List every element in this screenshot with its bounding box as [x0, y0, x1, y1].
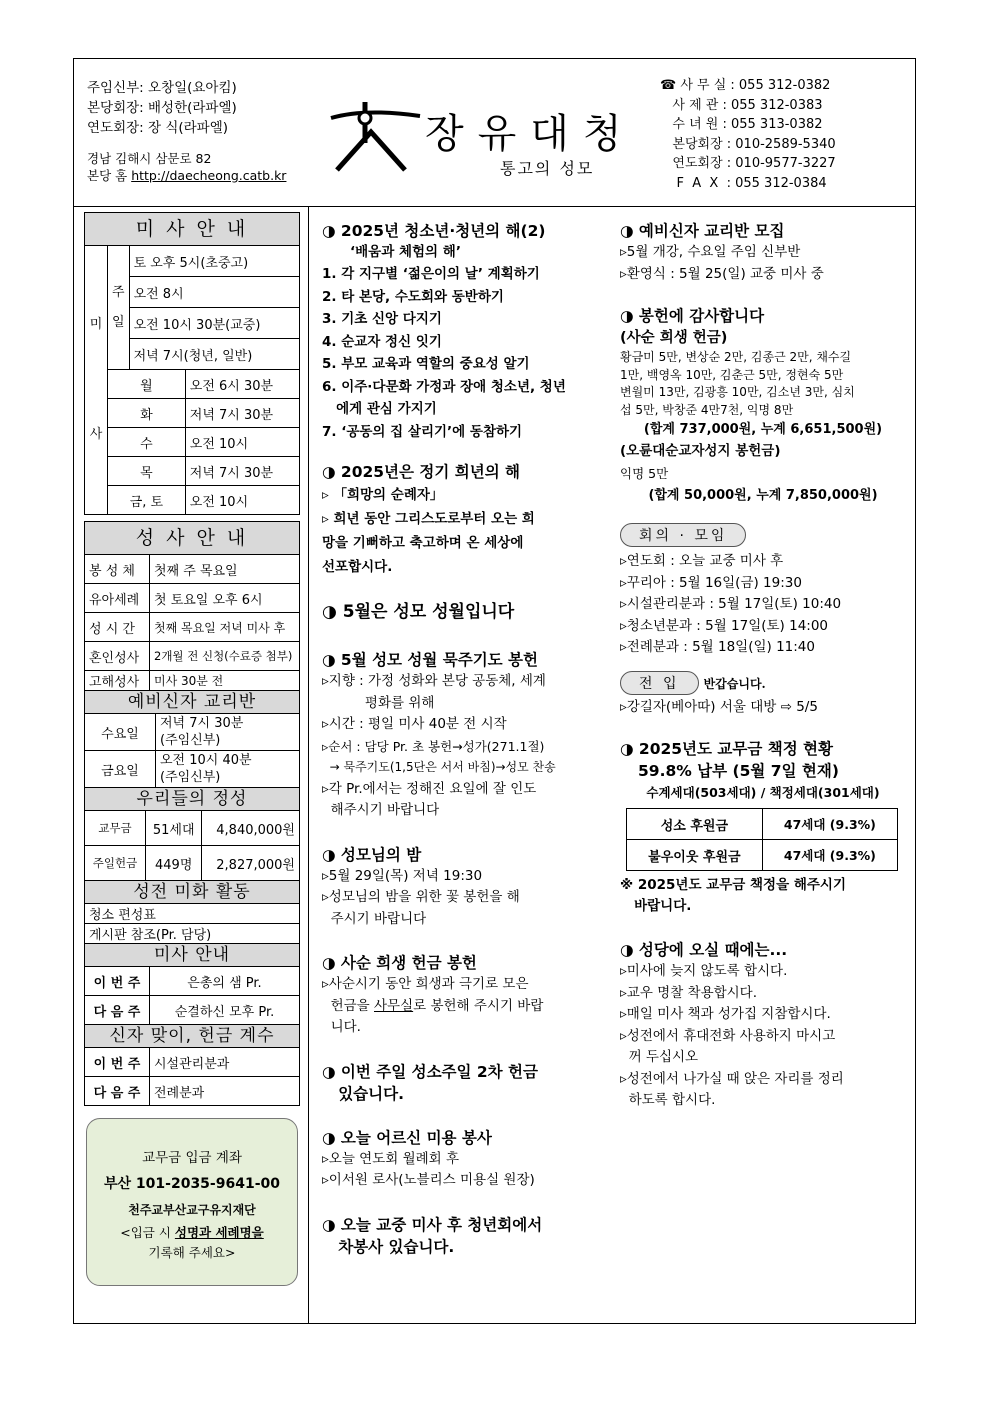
contact-line: 사 제 관 : 055 312-0383 [660, 97, 823, 113]
weekday-time: 저녁 7시 30분 [185, 399, 299, 428]
donor-list: 황금미 5만, 변상순 2만, 김종근 2만, 채수길 1만, 백영옥 10만, 김춘근 5만, 정현숙 5만 변월미 13만, 김광흥 10만, 김소년 3만, 심치 섭 5만, 박창준 4만7천, 익명 8만 [620, 350, 855, 417]
header-left [87, 78, 286, 184]
greeter-title: 신자 맞이, 헌금 계수 [84, 1024, 300, 1048]
weekday: 목 [108, 457, 186, 486]
sacrament-name: 고해성사 [85, 671, 150, 691]
right-column [620, 220, 906, 1112]
welcome-text: 반갑습니다. [703, 676, 766, 691]
header-divider [73, 206, 916, 207]
cross-logo-icon [325, 98, 425, 178]
youth-year-list: 1. 각 지구별 ‘젊은이의 날’ 계획하기 2. 타 본당, 수도회와 동반하기 3. 기초 신앙 다지기 4. 순교자 정신 잇기 5. 부모 교육과 역할의 중요성 알기 6. 이주·다문화 가정과 장애 청소년, 청년 에게 관심 가지기 7. ‘공동의 집 살리기’에 동참하기 [322, 266, 566, 440]
shrine-total: (합계 50,000원, 누계 7,850,000원) [648, 488, 878, 503]
jubilee-text: ▹ 「희망의 순례자」 ▹ 희년 동안 그리스도로부터 오는 희 망을 기뻐하고 축고하며 온 세상에 선포합시다. [322, 487, 535, 575]
youth-year-subtitle: ‘배움과 체험의 해’ [350, 244, 461, 260]
greeter-week: 다 음 주 [85, 1077, 150, 1106]
sunday-mass: 오전 8시 [129, 277, 299, 308]
sacrament-info: 첫째 주 목요일 [150, 555, 300, 584]
contact-line: 본당회장 : 010-2589-5340 [660, 136, 836, 152]
sacrament-info: 미사 30분 전 [150, 671, 300, 691]
offering-title: 우리들의 정성 [84, 787, 300, 811]
meeting-pill: 회의 · 모임 [620, 523, 746, 547]
parish-subtitle: 통고의 성모 [500, 159, 595, 178]
weekday: 월 [108, 370, 186, 399]
shrine-offering-title: (오륜대순교자성지 봉헌금) [620, 443, 781, 459]
contact-line: ☎ 사 무 실 : 055 312-0382 [660, 78, 831, 93]
tithe-table [626, 808, 898, 871]
weekday-time: 오전 10시 [185, 486, 299, 515]
president-line: 본당회장: 배성한(라파엘) [87, 100, 237, 116]
catechumen-time: 저녁 7시 30분 (주임신부) [156, 714, 300, 751]
sacrament-name: 성 시 간 [85, 613, 150, 642]
contact-list [660, 76, 836, 193]
weekday-time: 오전 10시 [185, 428, 299, 457]
beautify-item: 게시판 참조(Pr. 담당) [85, 924, 300, 944]
contact-line: 수 녀 원 : 055 313-0382 [660, 117, 823, 132]
vocation-collection: ◑ 이번 주일 성소주일 2차 헌금 있습니다. [322, 1062, 538, 1103]
middle-column [322, 220, 614, 1258]
tea-service: ◑ 오늘 교중 미사 후 청년회에서 차봉사 있습니다. [322, 1215, 543, 1256]
greeter-who: 전례분과 [150, 1077, 300, 1106]
catechumen-time: 오전 10시 40분 (주임신부) [156, 751, 300, 788]
account-note: <입금 시 성명과 세례명을 [120, 1225, 264, 1240]
marian-night-title: ◑ 성모님의 밤 [322, 845, 422, 864]
beautify-title: 성전 미화 활동 [84, 880, 300, 904]
mass-guide-who: 순결하신 모후 Pr. [150, 996, 300, 1025]
haircut-title: ◑ 오늘 어르신 미용 봉사 [322, 1128, 492, 1147]
tithe-row-name: 불우이웃 후원금 [627, 840, 763, 871]
sunday-mass: 토 오후 5시(초중고) [129, 246, 299, 277]
sacrament-title: 성 사 안 내 [84, 521, 300, 555]
mass-guide-who: 은총의 샘 Pr. [150, 967, 300, 996]
mass-guide-week: 다 음 주 [85, 996, 150, 1025]
transfer-header [620, 671, 906, 695]
tithe-progress: 59.8% 납부 (5월 7일 현재) [638, 762, 839, 780]
account-note: 기록해 주세요> [148, 1245, 236, 1260]
weekday: 금, 토 [108, 486, 186, 515]
sunday-mass: 오전 10시 30분(교중) [129, 308, 299, 339]
sunday-label: 주 일 [108, 246, 130, 370]
sacrament-info: 2개월 전 신청(수료증 첨부) [150, 642, 300, 671]
sacrament-info: 첫째 목요일 저녁 미사 후 [150, 613, 300, 642]
parish-title: 장유대청 [425, 111, 636, 157]
offering-count: 51세대 [146, 811, 202, 846]
contact-line: F A X : 055 312-0384 [660, 175, 827, 191]
thanks-total: (합계 737,000원, 누계 6,651,500원) [643, 422, 883, 437]
mass-guide-title: 미사 안내 [84, 943, 300, 967]
transfer-line: ▹강길자(베아따) 서울 대방 ⇨ 5/5 [620, 698, 818, 715]
meeting-header [620, 523, 906, 547]
homepage-line [87, 167, 286, 184]
greeter-table [84, 1047, 300, 1106]
pastor-line: 주임신부: 오창일(요아킴) [87, 80, 237, 96]
offering-name: 교무금 [85, 811, 146, 846]
shrine-anon: 익명 5만 [620, 466, 669, 481]
weekday: 화 [108, 399, 186, 428]
greeter-week: 이 번 주 [85, 1048, 150, 1077]
account-box [86, 1118, 298, 1286]
account-number: 부산 101-2035-9641-00 [104, 1176, 280, 1192]
homepage-link[interactable]: http://daecheong.catb.kr [131, 168, 287, 183]
sunday-mass: 저녁 7시(청년, 일반) [129, 339, 299, 370]
lent-offering-text: ▹사순시기 동안 희생과 극기로 모은 헌금을 사무실로 봉헌해 주시기 바랍 니다. [322, 976, 544, 1035]
mass-schedule-table [84, 245, 300, 515]
offering-table [84, 810, 300, 881]
youth-year-title: ◑ 2025년 청소년·청년의 해(2) [322, 222, 546, 240]
tithe-row-value: 47세대 (9.3%) [762, 809, 897, 840]
meeting-list: ▹연도회 : 오늘 교중 미사 후 ▹꾸리아 : 5월 16일(금) 19:30 ▹시설관리분과 : 5월 17일(토) 10:40 ▹청소년분과 : 5월 17일(토) 14:00 ▹전례분과 : 5월 18일(일) 11:40 [620, 553, 842, 655]
tithe-households: 수계세대(503세대) / 책정세대(301세대) [646, 785, 880, 800]
account-holder: 천주교부산교구유지재단 [128, 1203, 256, 1217]
offering-name: 주일헌금 [85, 846, 146, 881]
mass-title: 미 사 안 내 [84, 212, 300, 246]
catechumen-recruit-title: ◑ 예비신자 교리반 모집 [620, 222, 785, 240]
lent-offering-title: ◑ 사순 희생 헌금 봉헌 [322, 954, 477, 972]
thanks-subtitle: (사순 희생 헌금) [620, 330, 728, 346]
tithe-note: ※ 2025년도 교무금 책정을 해주시기 바랍니다. [620, 877, 846, 914]
etiquette-title: ◑ 성당에 오실 때에는... [620, 941, 788, 959]
address: 경남 김해시 삼문로 82 [87, 151, 212, 166]
sacrament-name: 혼인성사 [85, 642, 150, 671]
offering-amount: 2,827,000원 [202, 846, 300, 881]
offering-amount: 4,840,000원 [202, 811, 300, 846]
sacrament-table [84, 554, 300, 691]
mass-side-label: 미 사 [85, 246, 108, 515]
rosary-title: ◑ 5월 성모 성월 묵주기도 봉헌 [322, 651, 538, 669]
greeter-who: 시설관리분과 [150, 1048, 300, 1077]
catechumen-table [84, 713, 300, 788]
sacrament-name: 유아세례 [85, 584, 150, 613]
tithe-title: ◑ 2025년도 교무금 책정 현황 [620, 740, 834, 758]
transfer-pill: 전 입 [620, 671, 699, 695]
homepage-label: 본당 홈 [87, 168, 128, 183]
weekday-time: 저녁 7시 30분 [185, 457, 299, 486]
beautify-item: 청소 편성표 [85, 904, 300, 924]
sidebar [84, 212, 300, 1106]
tithe-row-name: 성소 후원금 [627, 809, 763, 840]
tithe-row-value: 47세대 (9.3%) [762, 840, 897, 871]
jubilee-title: ◑ 2025년은 정기 희년의 해 [322, 463, 521, 481]
sacrament-name: 봉 성 체 [85, 555, 150, 584]
contact-line: 연도회장 : 010-9577-3227 [660, 156, 836, 171]
beautify-table [84, 903, 300, 944]
catechumen-title: 예비신자 교리반 [84, 690, 300, 714]
thanks-title: ◑ 봉헌에 감사합니다 [620, 307, 765, 325]
haircut-details: ▹오늘 연도회 월례회 후 ▹이서원 로사(노블리스 미용실 원장) [322, 1150, 535, 1188]
weekday-time: 오전 6시 30분 [185, 370, 299, 399]
catechumen-day: 수요일 [85, 714, 156, 751]
column-divider [308, 206, 309, 1324]
marian-night-details: ▹5월 29일(목) 저녁 19:30 ▹성모님의 밤을 위한 꽃 봉헌을 해 주시기 바랍니다 [322, 867, 520, 927]
sacrament-info: 첫 토요일 오후 6시 [150, 584, 300, 613]
mass-guide-week: 이 번 주 [85, 967, 150, 996]
offering-count: 449명 [146, 846, 202, 881]
weekday: 수 [108, 428, 186, 457]
marian-month-title: ◑ 5월은 성모 성월입니다 [322, 602, 515, 622]
account-line: 교무금 입금 계좌 [142, 1150, 242, 1166]
mass-guide-table [84, 966, 300, 1025]
catechumen-recruit-details: ▹5월 개강, 수요일 주임 신부반 ▹환영식 : 5월 25(일) 교중 미사 중 [620, 244, 824, 282]
federation-line: 연도회장: 장 식(라파엘) [87, 120, 229, 136]
etiquette-list: ▹미사에 늦지 않도록 합시다. ▹교우 명찰 착용합시다. ▹매일 미사 책과 성가집 지참합시다. ▹성전에서 휴대전화 사용하지 마시고 꺼 두십시오 ▹성전에서 나가실 때 앉은 자리를 정리 하도록 합시다. [620, 963, 844, 1108]
catechumen-day: 금요일 [85, 751, 156, 788]
rosary-details: ▹지향 : 가정 성화와 본당 공동체, 세계 평화를 위해 ▹시간 : 평일 미사 40분 전 시작 ▹순서 : 담당 Pr. 초 봉헌→성가(271.1절) → 묵주기도(1,5단은 서서 바침)→성모 찬송 ▹각 Pr.에서는 정해진 요일에 잘 인도 해주시기 바랍니다 [322, 673, 556, 818]
